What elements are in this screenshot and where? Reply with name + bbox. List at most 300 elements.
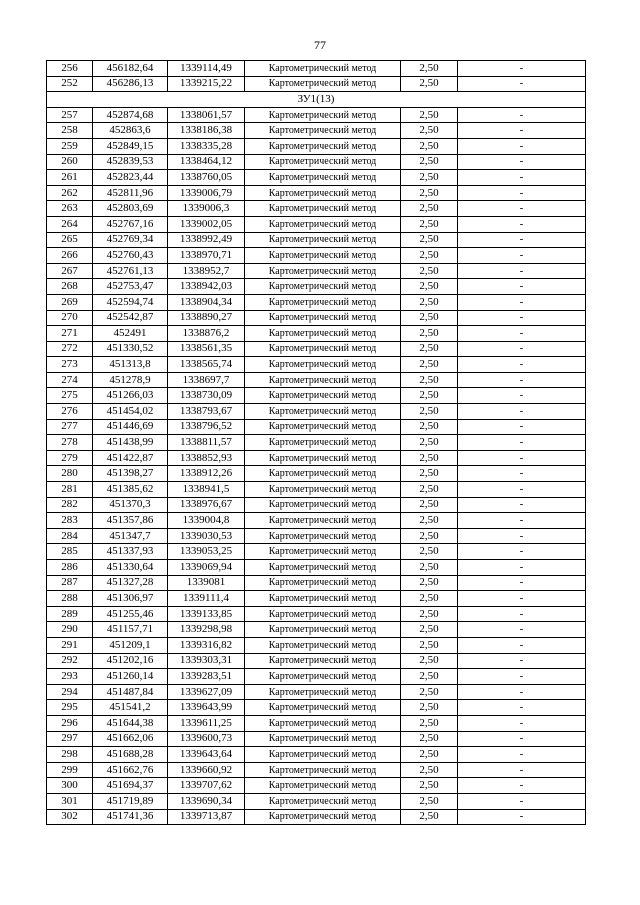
y-coordinate-cell: 1339006,3 [168, 201, 245, 217]
method-cell: Картометрический метод [245, 248, 401, 264]
point-number-cell: 279 [47, 450, 93, 466]
y-coordinate-cell: 1339600,73 [168, 731, 245, 747]
method-cell: Картометрический метод [245, 279, 401, 295]
x-coordinate-cell: 451255,46 [93, 606, 168, 622]
accuracy-cell: 2,50 [401, 466, 458, 482]
point-number-cell: 284 [47, 528, 93, 544]
x-coordinate-cell: 451313,8 [93, 357, 168, 373]
x-coordinate-cell: 452849,15 [93, 138, 168, 154]
method-cell: Картометрический метод [245, 731, 401, 747]
point-number-cell: 299 [47, 762, 93, 778]
point-number-cell: 286 [47, 560, 93, 576]
point-number-cell: 268 [47, 279, 93, 295]
method-cell: Картометрический метод [245, 388, 401, 404]
table-row [47, 575, 586, 591]
table-row [47, 201, 586, 217]
table-row [47, 232, 586, 248]
method-cell: Картометрический метод [245, 294, 401, 310]
table-row [47, 294, 586, 310]
y-coordinate-cell: 1339053,25 [168, 544, 245, 560]
description-cell: - [458, 762, 586, 778]
y-coordinate-cell: 1338730,09 [168, 388, 245, 404]
accuracy-cell: 2,50 [401, 419, 458, 435]
point-number-cell: 289 [47, 606, 93, 622]
table-row [47, 762, 586, 778]
table-row [47, 653, 586, 669]
method-cell: Картометрический метод [245, 684, 401, 700]
accuracy-cell: 2,50 [401, 497, 458, 513]
point-number-cell: 258 [47, 123, 93, 139]
table-row [47, 388, 586, 404]
method-cell: Картометрический метод [245, 497, 401, 513]
table-row [47, 61, 586, 77]
x-coordinate-cell: 452753,47 [93, 279, 168, 295]
accuracy-cell: 2,50 [401, 700, 458, 716]
y-coordinate-cell: 1338697,7 [168, 372, 245, 388]
x-coordinate-cell: 451330,52 [93, 341, 168, 357]
table-row [47, 357, 586, 373]
accuracy-cell: 2,50 [401, 715, 458, 731]
table-row [47, 216, 586, 232]
y-coordinate-cell: 1338565,74 [168, 357, 245, 373]
y-coordinate-cell: 1338976,67 [168, 497, 245, 513]
y-coordinate-cell: 1338760,05 [168, 170, 245, 186]
table-row [47, 637, 586, 653]
method-cell: Картометрический метод [245, 482, 401, 498]
method-cell: Картометрический метод [245, 185, 401, 201]
accuracy-cell: 2,50 [401, 637, 458, 653]
description-cell: - [458, 778, 586, 794]
point-number-cell: 265 [47, 232, 93, 248]
x-coordinate-cell: 451370,3 [93, 497, 168, 513]
point-number-cell: 283 [47, 513, 93, 529]
method-cell: Картометрический метод [245, 544, 401, 560]
point-number-cell: 296 [47, 715, 93, 731]
description-cell: - [458, 232, 586, 248]
y-coordinate-cell: 1338852,93 [168, 450, 245, 466]
accuracy-cell: 2,50 [401, 388, 458, 404]
point-number-cell: 300 [47, 778, 93, 794]
point-number-cell: 288 [47, 591, 93, 607]
method-cell: Картометрический метод [245, 653, 401, 669]
description-cell: - [458, 341, 586, 357]
accuracy-cell: 2,50 [401, 809, 458, 825]
point-number-cell: 277 [47, 419, 93, 435]
point-number-cell: 298 [47, 747, 93, 763]
accuracy-cell: 2,50 [401, 310, 458, 326]
page-number: 77 [314, 38, 326, 52]
description-cell: - [458, 372, 586, 388]
table-row [47, 715, 586, 731]
method-cell: Картометрический метод [245, 76, 401, 92]
description-cell: - [458, 294, 586, 310]
description-cell: - [458, 793, 586, 809]
x-coordinate-cell: 451327,28 [93, 575, 168, 591]
y-coordinate-cell: 1339660,92 [168, 762, 245, 778]
description-cell: - [458, 450, 586, 466]
accuracy-cell: 2,50 [401, 372, 458, 388]
accuracy-cell: 2,50 [401, 622, 458, 638]
point-number-cell: 273 [47, 357, 93, 373]
y-coordinate-cell: 1338811,57 [168, 435, 245, 451]
description-cell: - [458, 185, 586, 201]
method-cell: Картометрический метод [245, 201, 401, 217]
x-coordinate-cell: 451266,03 [93, 388, 168, 404]
method-cell: Картометрический метод [245, 591, 401, 607]
x-coordinate-cell: 451422,87 [93, 450, 168, 466]
x-coordinate-cell: 451662,76 [93, 762, 168, 778]
y-coordinate-cell: 1338952,7 [168, 263, 245, 279]
x-coordinate-cell: 451398,27 [93, 466, 168, 482]
accuracy-cell: 2,50 [401, 263, 458, 279]
description-cell: - [458, 138, 586, 154]
accuracy-cell: 2,50 [401, 762, 458, 778]
table-row [47, 591, 586, 607]
point-number-cell: 263 [47, 201, 93, 217]
x-coordinate-cell: 452811,96 [93, 185, 168, 201]
table-row [47, 684, 586, 700]
accuracy-cell: 2,50 [401, 575, 458, 591]
method-cell: Картометрический метод [245, 310, 401, 326]
accuracy-cell: 2,50 [401, 279, 458, 295]
accuracy-cell: 2,50 [401, 294, 458, 310]
coordinates-table-body [47, 61, 586, 825]
x-coordinate-cell: 452542,87 [93, 310, 168, 326]
point-number-cell: 282 [47, 497, 93, 513]
description-cell: - [458, 326, 586, 342]
y-coordinate-cell: 1339111,4 [168, 591, 245, 607]
description-cell: - [458, 731, 586, 747]
description-cell: - [458, 622, 586, 638]
accuracy-cell: 2,50 [401, 76, 458, 92]
table-row [47, 154, 586, 170]
point-number-cell: 290 [47, 622, 93, 638]
description-cell: - [458, 669, 586, 685]
point-number-cell: 264 [47, 216, 93, 232]
accuracy-cell: 2,50 [401, 747, 458, 763]
y-coordinate-cell: 1339611,25 [168, 715, 245, 731]
accuracy-cell: 2,50 [401, 232, 458, 248]
y-coordinate-cell: 1339004,8 [168, 513, 245, 529]
description-cell: - [458, 528, 586, 544]
y-coordinate-cell: 1338561,35 [168, 341, 245, 357]
x-coordinate-cell: 451209,1 [93, 637, 168, 653]
point-number-cell: 272 [47, 341, 93, 357]
method-cell: Картометрический метод [245, 450, 401, 466]
description-cell: - [458, 76, 586, 92]
accuracy-cell: 2,50 [401, 482, 458, 498]
accuracy-cell: 2,50 [401, 154, 458, 170]
y-coordinate-cell: 1339707,62 [168, 778, 245, 794]
table-row [47, 731, 586, 747]
description-cell: - [458, 591, 586, 607]
accuracy-cell: 2,50 [401, 185, 458, 201]
x-coordinate-cell: 451688,28 [93, 747, 168, 763]
y-coordinate-cell: 1338904,34 [168, 294, 245, 310]
method-cell: Картометрический метод [245, 637, 401, 653]
description-cell: - [458, 560, 586, 576]
table-row [47, 528, 586, 544]
method-cell: Картометрический метод [245, 793, 401, 809]
description-cell: - [458, 248, 586, 264]
point-number-cell: 291 [47, 637, 93, 653]
description-cell: - [458, 404, 586, 420]
accuracy-cell: 2,50 [401, 61, 458, 77]
x-coordinate-cell: 452760,43 [93, 248, 168, 264]
description-cell: - [458, 61, 586, 77]
method-cell: Картометрический метод [245, 138, 401, 154]
description-cell: - [458, 466, 586, 482]
table-row [47, 404, 586, 420]
point-number-cell: 276 [47, 404, 93, 420]
y-coordinate-cell: 1338876,2 [168, 326, 245, 342]
y-coordinate-cell: 1339133,85 [168, 606, 245, 622]
method-cell: Картометрический метод [245, 700, 401, 716]
method-cell: Картометрический метод [245, 123, 401, 139]
x-coordinate-cell: 452769,34 [93, 232, 168, 248]
accuracy-cell: 2,50 [401, 435, 458, 451]
table-row [47, 809, 586, 825]
y-coordinate-cell: 1339627,09 [168, 684, 245, 700]
point-number-cell: 295 [47, 700, 93, 716]
description-cell: - [458, 497, 586, 513]
y-coordinate-cell: 1338061,57 [168, 107, 245, 123]
method-cell: Картометрический метод [245, 669, 401, 685]
description-cell: - [458, 279, 586, 295]
method-cell: Картометрический метод [245, 747, 401, 763]
point-number-cell: 281 [47, 482, 93, 498]
table-row [47, 170, 586, 186]
x-coordinate-cell: 451741,36 [93, 809, 168, 825]
y-coordinate-cell: 1339303,31 [168, 653, 245, 669]
table-row [47, 326, 586, 342]
x-coordinate-cell: 451644,38 [93, 715, 168, 731]
y-coordinate-cell: 1338912,26 [168, 466, 245, 482]
x-coordinate-cell: 452761,13 [93, 263, 168, 279]
y-coordinate-cell: 1338793,67 [168, 404, 245, 420]
x-coordinate-cell: 451719,89 [93, 793, 168, 809]
method-cell: Картометрический метод [245, 326, 401, 342]
x-coordinate-cell: 451157,71 [93, 622, 168, 638]
table-row [47, 544, 586, 560]
table-row [47, 497, 586, 513]
section-row [47, 92, 586, 108]
y-coordinate-cell: 1338970,71 [168, 248, 245, 264]
point-number-cell: 257 [47, 107, 93, 123]
method-cell: Картометрический метод [245, 357, 401, 373]
method-cell: Картометрический метод [245, 575, 401, 591]
point-number-cell: 293 [47, 669, 93, 685]
accuracy-cell: 2,50 [401, 513, 458, 529]
y-coordinate-cell: 1339030,53 [168, 528, 245, 544]
y-coordinate-cell: 1339690,34 [168, 793, 245, 809]
x-coordinate-cell: 451306,97 [93, 591, 168, 607]
x-coordinate-cell: 451347,7 [93, 528, 168, 544]
y-coordinate-cell: 1338186,38 [168, 123, 245, 139]
point-number-cell: 280 [47, 466, 93, 482]
accuracy-cell: 2,50 [401, 170, 458, 186]
point-number-cell: 252 [47, 76, 93, 92]
x-coordinate-cell: 452863,6 [93, 123, 168, 139]
table-row [47, 279, 586, 295]
description-cell: - [458, 700, 586, 716]
table-row [47, 263, 586, 279]
x-coordinate-cell: 452491 [93, 326, 168, 342]
description-cell: - [458, 715, 586, 731]
description-cell: - [458, 154, 586, 170]
point-number-cell: 285 [47, 544, 93, 560]
point-number-cell: 274 [47, 372, 93, 388]
table-row [47, 560, 586, 576]
y-coordinate-cell: 1338464,12 [168, 154, 245, 170]
method-cell: Картометрический метод [245, 513, 401, 529]
description-cell: - [458, 123, 586, 139]
description-cell: - [458, 201, 586, 217]
point-number-cell: 278 [47, 435, 93, 451]
description-cell: - [458, 606, 586, 622]
point-number-cell: 275 [47, 388, 93, 404]
description-cell: - [458, 544, 586, 560]
x-coordinate-cell: 451202,16 [93, 653, 168, 669]
accuracy-cell: 2,50 [401, 778, 458, 794]
y-coordinate-cell: 1339002,05 [168, 216, 245, 232]
table-row [47, 513, 586, 529]
table-row [47, 700, 586, 716]
point-number-cell: 260 [47, 154, 93, 170]
method-cell: Картометрический метод [245, 232, 401, 248]
method-cell: Картометрический метод [245, 435, 401, 451]
method-cell: Картометрический метод [245, 560, 401, 576]
description-cell: - [458, 419, 586, 435]
y-coordinate-cell: 1338992,49 [168, 232, 245, 248]
table-row [47, 310, 586, 326]
x-coordinate-cell: 452839,53 [93, 154, 168, 170]
point-number-cell: 266 [47, 248, 93, 264]
table-row [47, 778, 586, 794]
point-number-cell: 287 [47, 575, 93, 591]
description-cell: - [458, 482, 586, 498]
table-row [47, 185, 586, 201]
coordinates-table [46, 60, 586, 825]
point-number-cell: 259 [47, 138, 93, 154]
method-cell: Картометрический метод [245, 809, 401, 825]
y-coordinate-cell: 1339643,99 [168, 700, 245, 716]
method-cell: Картометрический метод [245, 762, 401, 778]
accuracy-cell: 2,50 [401, 357, 458, 373]
method-cell: Картометрический метод [245, 404, 401, 420]
accuracy-cell: 2,50 [401, 793, 458, 809]
point-number-cell: 270 [47, 310, 93, 326]
table-row [47, 747, 586, 763]
x-coordinate-cell: 452874,68 [93, 107, 168, 123]
table-row [47, 466, 586, 482]
x-coordinate-cell: 451694,37 [93, 778, 168, 794]
point-number-cell: 294 [47, 684, 93, 700]
description-cell: - [458, 388, 586, 404]
point-number-cell: 302 [47, 809, 93, 825]
x-coordinate-cell: 452823,44 [93, 170, 168, 186]
x-coordinate-cell: 452803,69 [93, 201, 168, 217]
description-cell: - [458, 653, 586, 669]
x-coordinate-cell: 451337,93 [93, 544, 168, 560]
x-coordinate-cell: 451438,99 [93, 435, 168, 451]
y-coordinate-cell: 1338890,27 [168, 310, 245, 326]
accuracy-cell: 2,50 [401, 138, 458, 154]
table-row [47, 76, 586, 92]
y-coordinate-cell: 1339316,82 [168, 637, 245, 653]
y-coordinate-cell: 1339298,98 [168, 622, 245, 638]
method-cell: Картометрический метод [245, 154, 401, 170]
description-cell: - [458, 435, 586, 451]
table-row [47, 435, 586, 451]
accuracy-cell: 2,50 [401, 731, 458, 747]
x-coordinate-cell: 451487,84 [93, 684, 168, 700]
table-row [47, 248, 586, 264]
accuracy-cell: 2,50 [401, 591, 458, 607]
method-cell: Картометрический метод [245, 216, 401, 232]
accuracy-cell: 2,50 [401, 684, 458, 700]
description-cell: - [458, 747, 586, 763]
accuracy-cell: 2,50 [401, 669, 458, 685]
x-coordinate-cell: 451330,64 [93, 560, 168, 576]
x-coordinate-cell: 451662,06 [93, 731, 168, 747]
point-number-cell: 292 [47, 653, 93, 669]
point-number-cell: 256 [47, 61, 93, 77]
y-coordinate-cell: 1338942,03 [168, 279, 245, 295]
x-coordinate-cell: 452767,16 [93, 216, 168, 232]
y-coordinate-cell: 1339215,22 [168, 76, 245, 92]
x-coordinate-cell: 452594,74 [93, 294, 168, 310]
table-row [47, 138, 586, 154]
point-number-cell: 271 [47, 326, 93, 342]
method-cell: Картометрический метод [245, 466, 401, 482]
table-row [47, 606, 586, 622]
accuracy-cell: 2,50 [401, 201, 458, 217]
accuracy-cell: 2,50 [401, 123, 458, 139]
accuracy-cell: 2,50 [401, 544, 458, 560]
accuracy-cell: 2,50 [401, 216, 458, 232]
method-cell: Картометрический метод [245, 61, 401, 77]
x-coordinate-cell: 456286,13 [93, 76, 168, 92]
x-coordinate-cell: 456182,64 [93, 61, 168, 77]
method-cell: Картометрический метод [245, 622, 401, 638]
description-cell: - [458, 216, 586, 232]
point-number-cell: 301 [47, 793, 93, 809]
x-coordinate-cell: 451357,86 [93, 513, 168, 529]
table-row [47, 419, 586, 435]
method-cell: Картометрический метод [245, 341, 401, 357]
x-coordinate-cell: 451446,69 [93, 419, 168, 435]
description-cell: - [458, 575, 586, 591]
method-cell: Картометрический метод [245, 170, 401, 186]
point-number-cell: 297 [47, 731, 93, 747]
accuracy-cell: 2,50 [401, 528, 458, 544]
accuracy-cell: 2,50 [401, 341, 458, 357]
table-row [47, 622, 586, 638]
accuracy-cell: 2,50 [401, 107, 458, 123]
y-coordinate-cell: 1339006,79 [168, 185, 245, 201]
table-row [47, 341, 586, 357]
x-coordinate-cell: 451454,02 [93, 404, 168, 420]
accuracy-cell: 2,50 [401, 450, 458, 466]
method-cell: Картометрический метод [245, 107, 401, 123]
x-coordinate-cell: 451260,14 [93, 669, 168, 685]
section-label: ЗУ1(13) [47, 92, 586, 108]
x-coordinate-cell: 451278,9 [93, 372, 168, 388]
y-coordinate-cell: 1339283,51 [168, 669, 245, 685]
table-row [47, 793, 586, 809]
y-coordinate-cell: 1338941,5 [168, 482, 245, 498]
